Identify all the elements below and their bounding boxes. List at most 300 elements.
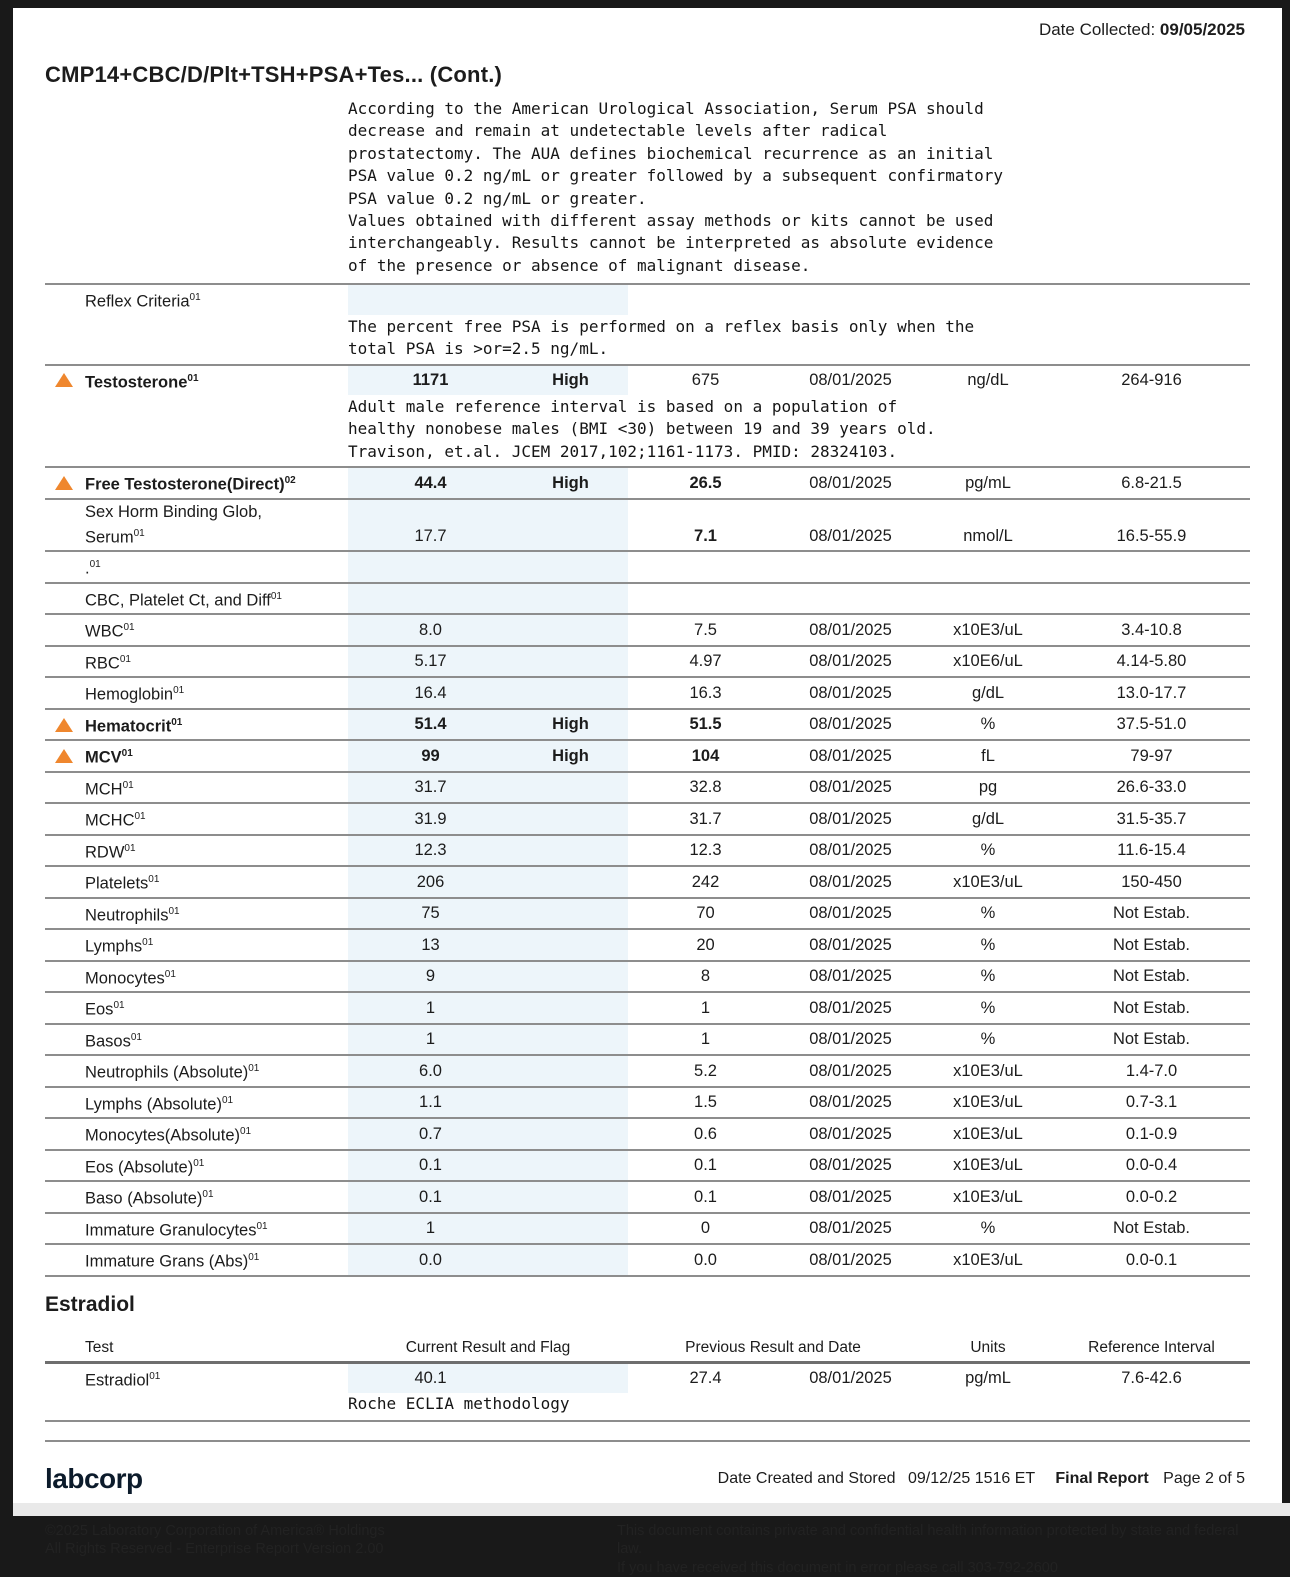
test-name-line: Hemoglobin$^{01}$ bbox=[85, 685, 185, 704]
result-date: 08/01/2025 bbox=[809, 809, 892, 828]
psa-comment-block bbox=[348, 98, 1282, 277]
previous-result: 26.5 bbox=[689, 473, 722, 492]
reference-interval: 150-450 bbox=[1121, 872, 1182, 891]
result-date: 08/01/2025 bbox=[809, 935, 892, 954]
current-result: 17.7 bbox=[348, 500, 513, 551]
reference-interval: Not Estab. bbox=[1112, 935, 1191, 954]
test-name bbox=[85, 285, 348, 315]
result-units: nmol/L bbox=[963, 527, 1013, 546]
result-date: 08/01/2025 bbox=[809, 841, 892, 860]
result-note-line: The percent free PSA is performed on a reflex basis only when the bbox=[348, 316, 975, 336]
test-name bbox=[85, 1119, 348, 1149]
current-result bbox=[348, 285, 513, 315]
result-units: g/dL bbox=[971, 683, 1005, 702]
table-row bbox=[45, 1180, 1250, 1212]
reference-interval: Not Estab. bbox=[1112, 998, 1191, 1017]
viewer-bottom-strip bbox=[13, 1503, 1290, 1516]
current-result: 13 bbox=[348, 930, 513, 960]
result-date: 08/01/2025 bbox=[809, 778, 892, 797]
high-flag-icon bbox=[55, 476, 73, 490]
flag-marker-cell bbox=[45, 373, 85, 387]
test-name bbox=[85, 1056, 348, 1086]
test-name-line: Testosterone$^{01}$ bbox=[85, 372, 199, 392]
table-row bbox=[45, 991, 1250, 1023]
result-flag bbox=[513, 867, 628, 897]
table-row bbox=[45, 1149, 1250, 1181]
test-name bbox=[85, 1088, 348, 1118]
previous-result: 12.3 bbox=[689, 841, 722, 860]
test-name bbox=[85, 836, 348, 866]
divider bbox=[45, 1440, 1250, 1442]
previous-result bbox=[628, 567, 783, 568]
result-date: 08/01/2025 bbox=[809, 1030, 892, 1049]
current-result bbox=[348, 552, 513, 582]
estradiol-table bbox=[45, 1364, 1250, 1394]
current-result: 1 bbox=[348, 1025, 513, 1055]
current-result: 0.0 bbox=[348, 1245, 513, 1275]
confidential-line2: If you have received this document in error please call 303-792-2600 bbox=[617, 1559, 1058, 1576]
table-row bbox=[45, 1243, 1250, 1275]
estradiol-section bbox=[13, 1293, 1282, 1442]
result-flag bbox=[513, 678, 628, 708]
flag-marker-cell bbox=[45, 661, 85, 662]
test-name bbox=[85, 468, 348, 498]
flag-marker-cell bbox=[45, 476, 85, 490]
flag-marker-cell bbox=[45, 300, 85, 301]
test-name bbox=[85, 552, 348, 582]
table-row bbox=[45, 771, 1250, 803]
reference-interval: 0.0-0.1 bbox=[1125, 1250, 1178, 1269]
test-name-line: Immature Grans (Abs)$^{01}$ bbox=[85, 1252, 260, 1271]
result-note-line: Travison, et.al. JCEM 2017,102;1161-1173. PMID: 28324103. bbox=[348, 441, 898, 461]
result-date: 08/01/2025 bbox=[809, 904, 892, 923]
current-result: 31.7 bbox=[348, 773, 513, 803]
result-note-line: total PSA is >or=2.5 ng/mL. bbox=[348, 339, 609, 359]
table-row bbox=[45, 1212, 1250, 1244]
previous-result: 1 bbox=[700, 1030, 711, 1049]
estradiol-section-title: Estradiol bbox=[45, 1292, 135, 1316]
previous-result: 7.5 bbox=[694, 620, 717, 639]
result-date: 08/01/2025 bbox=[809, 998, 892, 1017]
test-name-line: Basos$^{01}$ bbox=[85, 1031, 142, 1051]
flag-marker-cell bbox=[45, 749, 85, 763]
result-flag bbox=[513, 1364, 628, 1394]
result-flag bbox=[513, 899, 628, 929]
result-flag bbox=[513, 1214, 628, 1244]
result-units: % bbox=[980, 841, 996, 860]
result-flag bbox=[513, 1056, 628, 1086]
current-result: 99 bbox=[348, 741, 513, 771]
column-header-previous-result: Previous Result and Date bbox=[685, 1338, 861, 1356]
test-name bbox=[85, 1214, 348, 1244]
reference-interval: 79-97 bbox=[1130, 746, 1173, 765]
test-name bbox=[85, 962, 348, 992]
result-flag bbox=[513, 836, 628, 866]
previous-result: 104 bbox=[691, 746, 720, 765]
previous-result: 31.7 bbox=[689, 809, 722, 828]
test-name bbox=[85, 899, 348, 929]
reference-interval: 13.0-17.7 bbox=[1116, 683, 1187, 702]
previous-result: 20 bbox=[696, 935, 715, 954]
high-flag-icon bbox=[55, 718, 73, 732]
result-note bbox=[45, 315, 1250, 364]
flag-marker-cell bbox=[45, 1039, 85, 1040]
flag-marker-cell bbox=[45, 787, 85, 788]
result-units: % bbox=[980, 715, 996, 734]
result-flag: High bbox=[513, 468, 628, 498]
test-name-line: WBC$^{01}$ bbox=[85, 622, 135, 641]
result-flag bbox=[513, 962, 628, 992]
document-header bbox=[13, 8, 1282, 44]
test-name-line: Eos$^{01}$ bbox=[85, 1000, 125, 1019]
result-units bbox=[918, 567, 1058, 568]
reference-interval: Not Estab. bbox=[1112, 967, 1191, 986]
result-units: x10E3/uL bbox=[953, 1061, 1023, 1080]
test-name-line: Hematocrit$^{01}$ bbox=[85, 716, 183, 736]
result-date: 08/01/2025 bbox=[809, 1187, 892, 1206]
result-units: pg bbox=[978, 778, 998, 797]
flag-marker-cell bbox=[45, 718, 85, 732]
date-created-value: 09/12/25 1516 ET bbox=[907, 1469, 1035, 1487]
column-header-reference-interval: Reference Interval bbox=[1088, 1338, 1215, 1356]
result-flag bbox=[513, 773, 628, 803]
result-units: x10E3/uL bbox=[953, 1250, 1023, 1269]
flag-marker-cell bbox=[45, 1378, 85, 1379]
copyright-line2: All Rights Reserved - Enterprise Report Version 2.00 bbox=[45, 1541, 384, 1558]
result-date: 08/01/2025 bbox=[809, 527, 892, 546]
footer-report-meta bbox=[718, 1470, 1245, 1488]
reference-interval: 0.7-3.1 bbox=[1125, 1093, 1178, 1112]
result-flag bbox=[513, 1088, 628, 1118]
test-name-line: RDW$^{01}$ bbox=[85, 842, 136, 862]
table-row bbox=[45, 739, 1250, 771]
test-name bbox=[85, 647, 348, 677]
psa-comment-line: PSA value 0.2 ng/mL or greater followed by a subsequent confirmatory bbox=[348, 166, 1004, 186]
previous-result: 242 bbox=[691, 872, 720, 891]
column-header-units: Units bbox=[970, 1338, 1006, 1356]
result-date bbox=[783, 567, 918, 568]
result-date: 08/01/2025 bbox=[809, 1219, 892, 1238]
result-date: 08/01/2025 bbox=[809, 1124, 892, 1143]
previous-result bbox=[628, 598, 783, 599]
table-row bbox=[45, 1054, 1250, 1086]
previous-result: 51.5 bbox=[689, 715, 722, 734]
result-date: 08/01/2025 bbox=[809, 746, 892, 765]
reference-interval: 37.5-51.0 bbox=[1116, 715, 1187, 734]
previous-result: 70 bbox=[696, 904, 715, 923]
result-date: 08/01/2025 bbox=[809, 1156, 892, 1175]
result-flag: High bbox=[513, 366, 628, 396]
current-result bbox=[348, 584, 513, 614]
column-header-current-result: Current Result and Flag bbox=[405, 1338, 571, 1356]
result-note-line: Adult male reference interval is based on a population of bbox=[348, 397, 898, 417]
result-flag bbox=[513, 285, 628, 315]
test-name-line: Sex Horm Binding Glob, bbox=[85, 502, 262, 521]
method-note: Roche ECLIA methodology bbox=[348, 1394, 570, 1414]
test-name-line: Lymphs$^{01}$ bbox=[85, 937, 154, 956]
test-name bbox=[85, 993, 348, 1023]
result-flag bbox=[513, 552, 628, 582]
flag-marker-cell bbox=[45, 1071, 85, 1072]
table-row bbox=[45, 1023, 1250, 1055]
result-units: pg/mL bbox=[965, 473, 1011, 492]
current-result: 8.0 bbox=[348, 615, 513, 645]
result-units: x10E3/uL bbox=[953, 872, 1023, 891]
previous-result: 0.6 bbox=[694, 1124, 717, 1143]
high-flag-icon bbox=[55, 749, 73, 763]
result-units: pg/mL bbox=[965, 1369, 1011, 1388]
reference-interval: 6.8-21.5 bbox=[1121, 473, 1182, 492]
flag-marker-cell bbox=[45, 1102, 85, 1103]
test-name-line: RBC$^{01}$ bbox=[85, 653, 131, 673]
test-name-line: MCHC$^{01}$ bbox=[85, 811, 146, 830]
result-units: g/dL bbox=[971, 809, 1005, 828]
previous-result: 7.1 bbox=[694, 527, 717, 546]
result-units: x10E3/uL bbox=[953, 620, 1023, 639]
table-row bbox=[45, 834, 1250, 866]
table-row bbox=[45, 364, 1250, 396]
flag-marker-cell bbox=[45, 630, 85, 631]
test-name bbox=[85, 1151, 348, 1181]
flag-marker-cell bbox=[45, 598, 85, 599]
reference-interval: 3.4-10.8 bbox=[1121, 620, 1182, 639]
reference-interval: Not Estab. bbox=[1112, 904, 1191, 923]
result-units: % bbox=[980, 935, 996, 954]
test-name-line: Platelets$^{01}$ bbox=[85, 874, 160, 893]
previous-result: 0.1 bbox=[694, 1187, 717, 1206]
result-flag: High bbox=[513, 710, 628, 740]
result-date: 08/01/2025 bbox=[809, 683, 892, 702]
result-date: 08/01/2025 bbox=[809, 652, 892, 671]
current-result: 31.9 bbox=[348, 804, 513, 834]
flag-marker-cell bbox=[45, 945, 85, 946]
flag-marker-cell bbox=[45, 850, 85, 851]
previous-result: 1.5 bbox=[694, 1093, 717, 1112]
result-flag bbox=[513, 615, 628, 645]
previous-result: 0.0 bbox=[694, 1250, 717, 1269]
reference-interval bbox=[1058, 567, 1245, 568]
result-units bbox=[918, 300, 1058, 301]
flag-marker-cell bbox=[45, 1165, 85, 1166]
current-result: 75 bbox=[348, 899, 513, 929]
current-result: 16.4 bbox=[348, 678, 513, 708]
estradiol-table-header bbox=[45, 1331, 1250, 1364]
test-name bbox=[85, 584, 348, 614]
test-name-line: Lymphs (Absolute)$^{01}$ bbox=[85, 1094, 234, 1114]
test-name-line: Monocytes(Absolute)$^{01}$ bbox=[85, 1126, 252, 1145]
flag-marker-cell bbox=[45, 1134, 85, 1135]
current-result: 9 bbox=[348, 962, 513, 992]
current-result: 1 bbox=[348, 1214, 513, 1244]
table-row bbox=[45, 1117, 1250, 1149]
result-date bbox=[783, 300, 918, 301]
flag-marker-cell bbox=[45, 549, 85, 550]
date-collected-label: Date Collected: bbox=[1038, 20, 1156, 39]
reference-interval: 0.0-0.2 bbox=[1125, 1187, 1178, 1206]
confidential-line1: This document contains private and confidential health information protected by state and federal law. bbox=[617, 1522, 1239, 1558]
current-result: 0.1 bbox=[348, 1151, 513, 1181]
result-date: 08/01/2025 bbox=[809, 370, 892, 389]
previous-result: 4.97 bbox=[689, 652, 722, 671]
date-collected-value: 09/05/2025 bbox=[1159, 20, 1245, 39]
result-units: % bbox=[980, 1030, 996, 1049]
test-name-line: CBC, Platelet Ct, and Diff$^{01}$ bbox=[85, 590, 282, 610]
result-flag bbox=[513, 804, 628, 834]
test-name-line: Baso (Absolute)$^{01}$ bbox=[85, 1189, 214, 1208]
result-flag bbox=[513, 1119, 628, 1149]
table-row bbox=[45, 498, 1250, 551]
current-result: 40.1 bbox=[348, 1364, 513, 1394]
result-units: % bbox=[980, 904, 996, 923]
test-name-line: Neutrophils (Absolute)$^{01}$ bbox=[85, 1063, 260, 1082]
copyright-block bbox=[45, 1522, 385, 1577]
test-name-line: Eos (Absolute)$^{01}$ bbox=[85, 1157, 205, 1177]
previous-result: 8 bbox=[700, 967, 711, 986]
result-units: % bbox=[980, 998, 996, 1017]
table-row bbox=[45, 928, 1250, 960]
result-units: ng/dL bbox=[967, 370, 1009, 389]
reference-interval: Not Estab. bbox=[1112, 1219, 1191, 1238]
reference-interval: 0.1-0.9 bbox=[1125, 1124, 1178, 1143]
result-flag bbox=[513, 1025, 628, 1055]
result-units: % bbox=[980, 967, 996, 986]
test-name-line: MCH$^{01}$ bbox=[85, 779, 134, 799]
test-name bbox=[85, 867, 348, 897]
result-flag bbox=[513, 1182, 628, 1212]
result-flag bbox=[513, 993, 628, 1023]
test-name bbox=[85, 500, 348, 551]
reference-interval: 4.14-5.80 bbox=[1116, 652, 1187, 671]
result-note-line: healthy nonobese males (BMI <30) between 19 and 39 years old. bbox=[348, 419, 936, 439]
result-date: 08/01/2025 bbox=[809, 1369, 892, 1388]
result-date: 08/01/2025 bbox=[809, 1250, 892, 1269]
estradiol-row bbox=[45, 1364, 1250, 1394]
result-flag bbox=[513, 930, 628, 960]
report-status: Final Report bbox=[1055, 1469, 1149, 1487]
test-name-line: MCV$^{01}$ bbox=[85, 748, 133, 767]
result-date: 08/01/2025 bbox=[809, 967, 892, 986]
report-page bbox=[13, 8, 1282, 1576]
result-units: fL bbox=[981, 746, 995, 765]
current-result: 1171 bbox=[348, 366, 513, 396]
high-flag-icon bbox=[55, 373, 73, 387]
previous-result: 0.1 bbox=[694, 1156, 717, 1175]
test-name-line: Immature Granulocytes$^{01}$ bbox=[85, 1220, 268, 1240]
table-label-row bbox=[45, 550, 1250, 582]
test-name bbox=[85, 773, 348, 803]
current-result: 44.4 bbox=[348, 468, 513, 498]
result-date: 08/01/2025 bbox=[809, 872, 892, 891]
table-row bbox=[45, 802, 1250, 834]
reference-interval: 11.6-15.4 bbox=[1117, 841, 1186, 860]
previous-result: 675 bbox=[691, 370, 720, 389]
table-row bbox=[45, 1086, 1250, 1118]
reference-interval: Not Estab. bbox=[1112, 1030, 1191, 1049]
current-result: 51.4 bbox=[348, 710, 513, 740]
reference-interval: 0.0-0.4 bbox=[1125, 1156, 1178, 1175]
result-date: 08/01/2025 bbox=[809, 620, 892, 639]
reference-interval: 16.5-55.9 bbox=[1116, 527, 1187, 546]
reference-interval: 264-916 bbox=[1121, 370, 1182, 389]
footer-legal bbox=[45, 1522, 1245, 1577]
test-name-line: Monocytes$^{01}$ bbox=[85, 968, 176, 988]
results-table bbox=[45, 283, 1250, 1277]
table-row bbox=[45, 676, 1250, 708]
current-result: 5.17 bbox=[348, 647, 513, 677]
result-units: x10E3/uL bbox=[953, 1187, 1023, 1206]
previous-result: 5.2 bbox=[694, 1061, 717, 1080]
result-date: 08/01/2025 bbox=[809, 473, 892, 492]
flag-marker-cell bbox=[45, 567, 85, 568]
flag-marker-cell bbox=[45, 913, 85, 914]
psa-comment-line: decrease and remain at undetectable levels after radical bbox=[348, 121, 888, 141]
result-date: 08/01/2025 bbox=[809, 715, 892, 734]
test-name: Estradiol$^{01}$ bbox=[85, 1370, 161, 1390]
page-title: CMP14+CBC/D/Plt+TSH+PSA+Tes... (Cont.) bbox=[45, 62, 503, 87]
table-row bbox=[45, 466, 1250, 498]
test-name bbox=[85, 804, 348, 834]
table-row bbox=[45, 708, 1250, 740]
flag-marker-cell bbox=[45, 1260, 85, 1261]
flag-marker-cell bbox=[45, 976, 85, 977]
labcorp-logo: labcorp bbox=[45, 1462, 143, 1494]
previous-result: 27.4 bbox=[689, 1369, 722, 1388]
result-flag bbox=[513, 584, 628, 614]
footer bbox=[45, 1464, 1245, 1494]
current-result: 0.1 bbox=[348, 1182, 513, 1212]
date-created-label: Date Created and Stored bbox=[717, 1469, 896, 1487]
test-name bbox=[85, 678, 348, 708]
flag-marker-cell bbox=[45, 819, 85, 820]
reference-interval: 7.6-42.6 bbox=[1121, 1369, 1182, 1388]
reference-interval bbox=[1058, 598, 1245, 599]
result-flag bbox=[513, 500, 628, 551]
previous-result: 0 bbox=[700, 1219, 711, 1238]
previous-result: 32.8 bbox=[689, 778, 722, 797]
result-date: 08/01/2025 bbox=[809, 1093, 892, 1112]
table-row bbox=[45, 865, 1250, 897]
psa-comment-line: prostatectomy. The AUA defines biochemical recurrence as an initial bbox=[348, 143, 994, 163]
test-name-line: Serum$^{01}$ bbox=[85, 527, 145, 547]
psa-comment-line: According to the American Urological Association, Serum PSA should bbox=[348, 99, 984, 118]
reference-interval: 31.5-35.7 bbox=[1116, 809, 1187, 828]
result-flag: High bbox=[513, 741, 628, 771]
current-result: 206 bbox=[348, 867, 513, 897]
current-result: 1.1 bbox=[348, 1088, 513, 1118]
current-result: 0.7 bbox=[348, 1119, 513, 1149]
previous-result: 1 bbox=[700, 998, 711, 1017]
test-name bbox=[85, 1025, 348, 1055]
test-name bbox=[85, 1245, 348, 1275]
test-name bbox=[85, 366, 348, 396]
current-result: 12.3 bbox=[348, 836, 513, 866]
reference-interval: 1.4-7.0 bbox=[1125, 1061, 1178, 1080]
flag-marker-cell bbox=[45, 1008, 85, 1009]
table-label-row bbox=[45, 283, 1250, 315]
psa-comment-line: of the presence or absence of malignant disease. bbox=[348, 255, 811, 275]
table-row bbox=[45, 613, 1250, 645]
test-name-line: Free Testosterone(Direct)$^{02}$ bbox=[85, 475, 296, 494]
result-date: 08/01/2025 bbox=[809, 1061, 892, 1080]
divider bbox=[45, 1420, 1250, 1422]
test-name bbox=[85, 1182, 348, 1212]
flag-marker-cell bbox=[45, 693, 85, 694]
result-units: x10E3/uL bbox=[953, 1156, 1023, 1175]
table-row bbox=[45, 897, 1250, 929]
reference-interval: 26.6-33.0 bbox=[1116, 778, 1187, 797]
test-name-line: .$^{01}$ bbox=[85, 559, 101, 578]
psa-comment-line: interchangeably. Results cannot be interpreted as absolute evidence bbox=[348, 233, 994, 253]
